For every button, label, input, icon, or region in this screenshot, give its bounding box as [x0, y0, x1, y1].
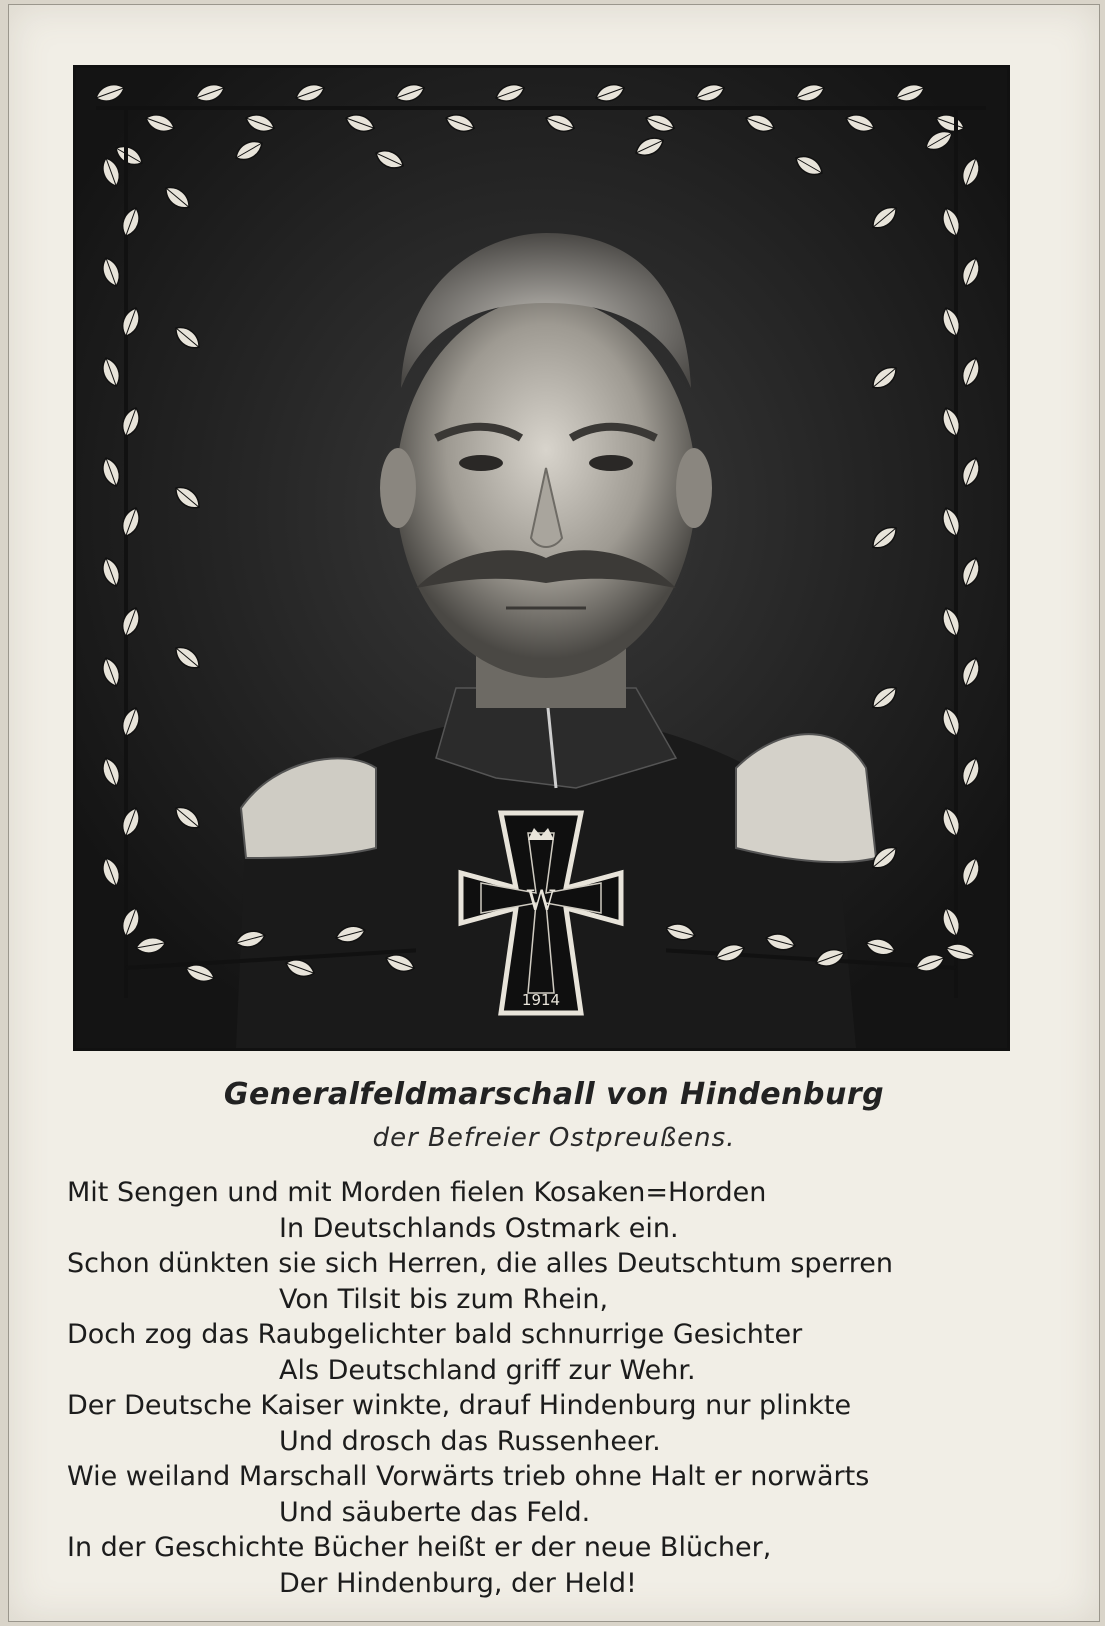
- poem-line: Der Hindenburg, der Held!: [279, 1567, 637, 1599]
- poem-line: Und drosch das Russenheer.: [279, 1425, 661, 1457]
- emblem-monogram: W: [526, 884, 556, 917]
- poem-line: Der Deutsche Kaiser winkte, drauf Hindenburg nur plinkte: [67, 1390, 852, 1421]
- poem-line: Von Tilsit bis zum Rhein,: [279, 1283, 609, 1315]
- emblem-year: 1914: [521, 991, 561, 1009]
- postcard: [8, 4, 1100, 1622]
- poem-line: Als Deutschland griff zur Wehr.: [279, 1354, 696, 1386]
- poem-line: In Deutschlands Ostmark ein.: [279, 1212, 679, 1244]
- poem-line: Doch zog das Raubgelichter bald schnurrige Gesichter: [67, 1319, 803, 1350]
- caption-title: Generalfeldmarschall von Hindenburg: [223, 1077, 885, 1112]
- poem-line: In der Geschichte Bücher heißt er der neue Blücher,: [67, 1532, 772, 1563]
- caption-subtitle: der Befreier Ostpreußens.: [372, 1123, 736, 1153]
- portrait-illustration: [76, 68, 1007, 1048]
- poem-line: Schon dünkten sie sich Herren, die alles Deutschtum sperren: [67, 1248, 894, 1279]
- portrait-frame: [73, 65, 1010, 1051]
- iron-cross-icon: [416, 798, 666, 1038]
- poem-line: Mit Sengen und mit Morden fielen Kosaken=Horden: [67, 1177, 767, 1208]
- poem: [67, 1175, 1067, 1601]
- poem-line: Wie weiland Marschall Vorwärts trieb ohne Halt er norwärts: [67, 1461, 870, 1492]
- poem-line: Und säuberte das Feld.: [279, 1496, 591, 1528]
- right-epaulette: [736, 734, 876, 862]
